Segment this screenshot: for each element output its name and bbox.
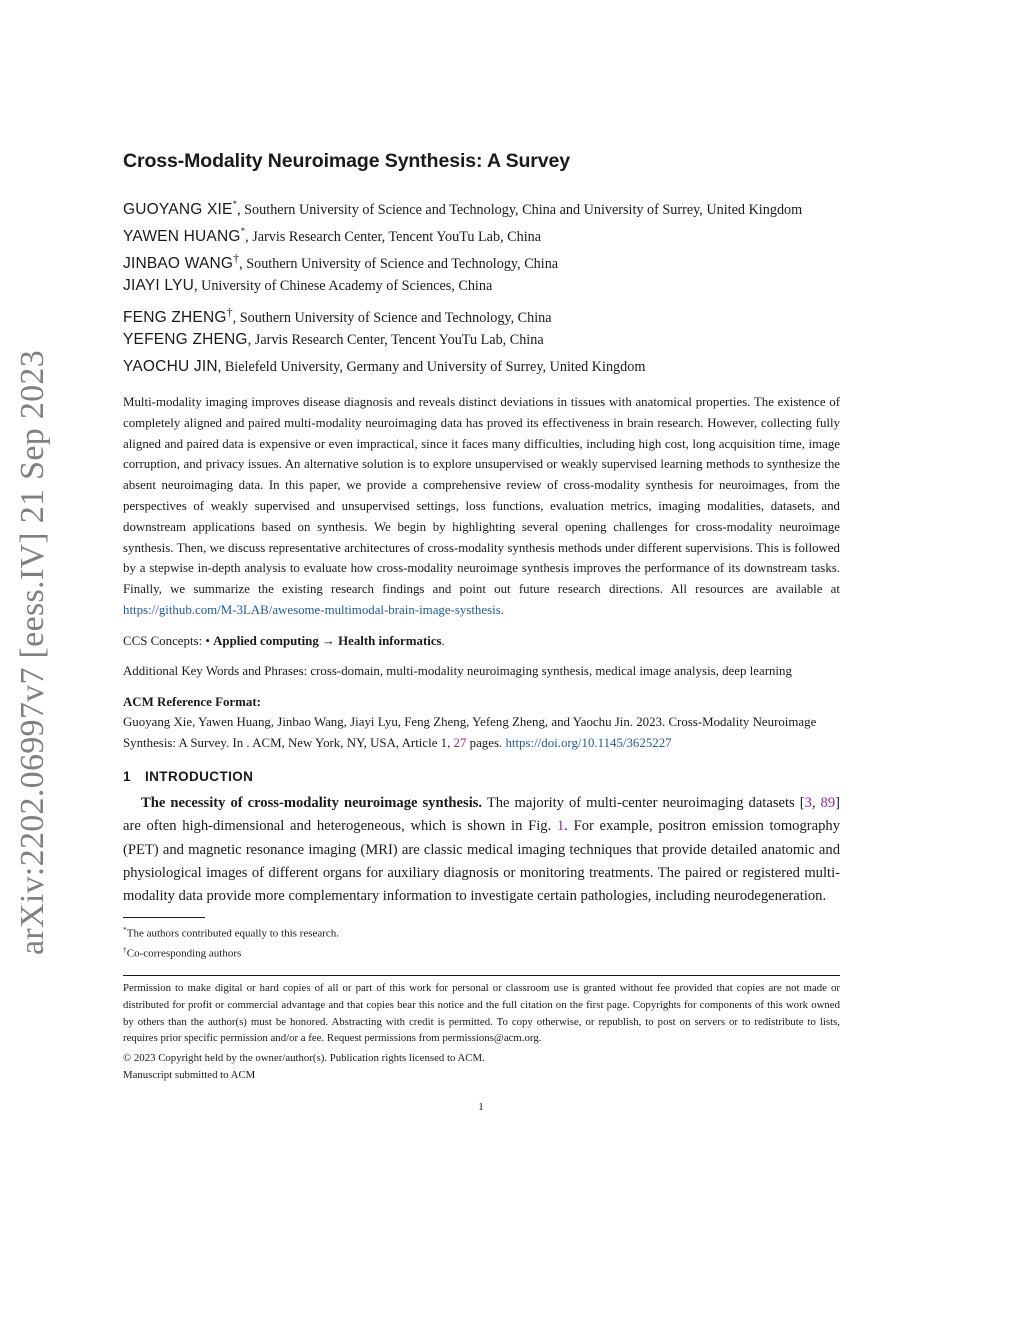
keywords: Additional Key Words and Phrases: cross-domain, multi-modality neuroimaging synthesis, medical image analysis, deep learning bbox=[123, 664, 792, 679]
footnote-text: The authors contributed equally to this research. bbox=[126, 927, 340, 940]
figure-reference-link[interactable]: 1 bbox=[556, 818, 565, 835]
page-count-link[interactable]: 27 bbox=[453, 735, 467, 750]
footnote-mark: † bbox=[123, 944, 127, 954]
author-entry bbox=[123, 353, 840, 380]
equal-contribution-mark: * bbox=[232, 199, 238, 209]
acm-reference-heading: ACM Reference Format: bbox=[123, 694, 261, 709]
footnote-divider bbox=[123, 917, 205, 918]
abstract-text: Multi-modality imaging improves disease diagnosis and reveals distinct deviations in tissues with anatomical properties. The existence of completely aligned and paired multi-modality neuroimaging data has proved its effectiveness in brain research. However, collecting fully aligned and paired data is expensive or even impractical, since it faces many difficulties, including high cost, long acquisition time, image corruption, and privacy issues. An alternative solution is to explore unsupervised or weakly supervised learning methods to synthesize the absent neuroimaging data. In this paper, we provide a comprehensive review of cross-modality synthesis for neuroimages, from the perspectives of weakly supervised and unsupervised settings, loss functions, evaluation metrics, imaging modalities, datasets, and downstream applications based on synthesis. We begin by highlighting several opening challenges for cross-modality neuroimage synthesis. Then, we discuss representative architectures of cross-modality synthesis methods under different supervisions. This is followed by a stepwise in-depth analysis to evaluate how cross-modality neuroimage synthesis improves the performance of its downstream tasks. Finally, we summarize the existing research findings and point out future research directions. All resources are available at bbox=[123, 395, 840, 597]
paragraph-lead: The necessity of cross-modality neuroimage synthesis. bbox=[141, 795, 483, 812]
author-entry bbox=[123, 245, 840, 272]
permission-block bbox=[123, 975, 840, 1084]
footnote-text: Co-corresponding authors bbox=[126, 947, 242, 960]
citation-link[interactable]: 89 bbox=[820, 795, 836, 812]
introduction-paragraph bbox=[123, 792, 840, 908]
reference-pages-suffix: pages. bbox=[466, 735, 506, 750]
author-entry bbox=[123, 326, 840, 353]
author-list bbox=[123, 191, 840, 380]
manuscript-line: Manuscript submitted to ACM bbox=[123, 1068, 256, 1081]
intro-text: The majority of multi-center neuroimaging datasets [ bbox=[482, 795, 805, 812]
ccs-concept: Applied computing → Health informatics bbox=[213, 633, 442, 648]
author-affiliation: , Southern University of Science and Technology, China bbox=[232, 310, 552, 326]
reference-citation: Guoyang Xie, Yawen Huang, Jinbao Wang, Jiayi Lyu, Feng Zheng, Yefeng Zheng, and Yaochu Jin. 2023. Cross-Modality Neuroimage Synthesis: A Survey. In . ACM, New York, NY, USA, Article 1, bbox=[123, 715, 817, 750]
author-entry bbox=[123, 218, 840, 245]
section-heading bbox=[123, 769, 840, 784]
author-name: YAWEN HUANG bbox=[123, 228, 241, 245]
paper-first-page bbox=[123, 150, 840, 962]
citation-link[interactable]: 3 bbox=[804, 795, 812, 812]
author-name: GUOYANG XIE bbox=[123, 201, 233, 218]
author-affiliation: , Jarvis Research Center, Tencent YouTu Lab, China bbox=[247, 332, 544, 348]
author-affiliation: , Southern University of Science and Technology, China and University of Surrey, United Kingdom bbox=[237, 202, 803, 218]
section-title: INTRODUCTION bbox=[145, 769, 254, 785]
author-affiliation: , Southern University of Science and Technology, China bbox=[239, 256, 559, 272]
ccs-end: . bbox=[441, 633, 445, 648]
author-entry bbox=[123, 191, 840, 218]
author-entry bbox=[123, 299, 840, 326]
author-affiliation: , Jarvis Research Center, Tencent YouTu Lab, China bbox=[245, 229, 542, 245]
footnote-equal-contribution bbox=[123, 922, 840, 942]
intro-text: ] are often high-dimensional and heterogeneous, which is shown in Fig. bbox=[123, 795, 841, 835]
author-name: JINBAO WANG bbox=[123, 255, 234, 272]
copyright-line: © 2023 Copyright held by the owner/author(s). Publication rights licensed to ACM. bbox=[123, 1052, 485, 1065]
author-affiliation: , University of Chinese Academy of Sciences, China bbox=[194, 278, 493, 294]
abstract bbox=[123, 392, 840, 621]
acm-reference-text bbox=[123, 712, 840, 753]
permission-notice: Permission to make digital or hard copies of all or part of this work for personal or classroom use is granted without fee provided that copies are not made or distributed for profit or commercial advantage and that copies bear this notice and the full citation on the first page. Copyrights for components of this work owned by others than the author(s) must be honored. Abstracting with credit is permitted. To copy otherwise, or republish, to post on servers or to redistribute to lists, requires prior specific permission and/or a fee. Request permissions from permissions@acm.org. bbox=[123, 982, 840, 1045]
arxiv-identifier-stamp: arXiv:2202.06997v7 [eess.IV] 21 Sep 2023 bbox=[14, 349, 51, 955]
paper-title: Cross-Modality Neuroimage Synthesis: A Survey bbox=[123, 150, 571, 172]
github-resources-link[interactable]: https://github.com/M-3LAB/awesome-multimodal-brain-image-systhesis bbox=[123, 602, 501, 617]
author-name: YAOCHU JIN bbox=[123, 358, 218, 375]
author-affiliation: , Bielefeld University, Germany and University of Surrey, United Kingdom bbox=[217, 359, 646, 375]
author-name: FENG ZHENG bbox=[123, 309, 227, 326]
footnote-corresponding bbox=[123, 942, 840, 962]
equal-contribution-mark: * bbox=[240, 226, 246, 236]
footnote-mark: * bbox=[123, 925, 127, 935]
ccs-label: CCS Concepts: • bbox=[123, 633, 214, 648]
section-number: 1 bbox=[123, 769, 131, 785]
author-entry bbox=[123, 272, 840, 299]
corresponding-author-mark: † bbox=[226, 305, 233, 319]
corresponding-author-mark: † bbox=[233, 251, 240, 265]
intro-text: . For example, positron emission tomography (PET) and magnetic resonance imaging (MRI) are classic medical imaging techniques that provide detailed anatomic and physiological images of different organs for auxiliary diagnosis or monitoring treatments. The paired or registered multi-modality data provide more complementary information to investigate certain pathologies, including neurodegeneration. bbox=[123, 818, 840, 905]
ccs-concepts bbox=[123, 631, 840, 652]
abstract-end: . bbox=[500, 602, 504, 617]
intro-text: , bbox=[811, 795, 821, 812]
author-name: YEFENG ZHENG bbox=[123, 331, 248, 348]
author-name: JIAYI LYU bbox=[123, 277, 194, 294]
page-number: 1 bbox=[478, 1101, 484, 1113]
doi-link[interactable]: https://doi.org/10.1145/3625227 bbox=[505, 735, 672, 750]
